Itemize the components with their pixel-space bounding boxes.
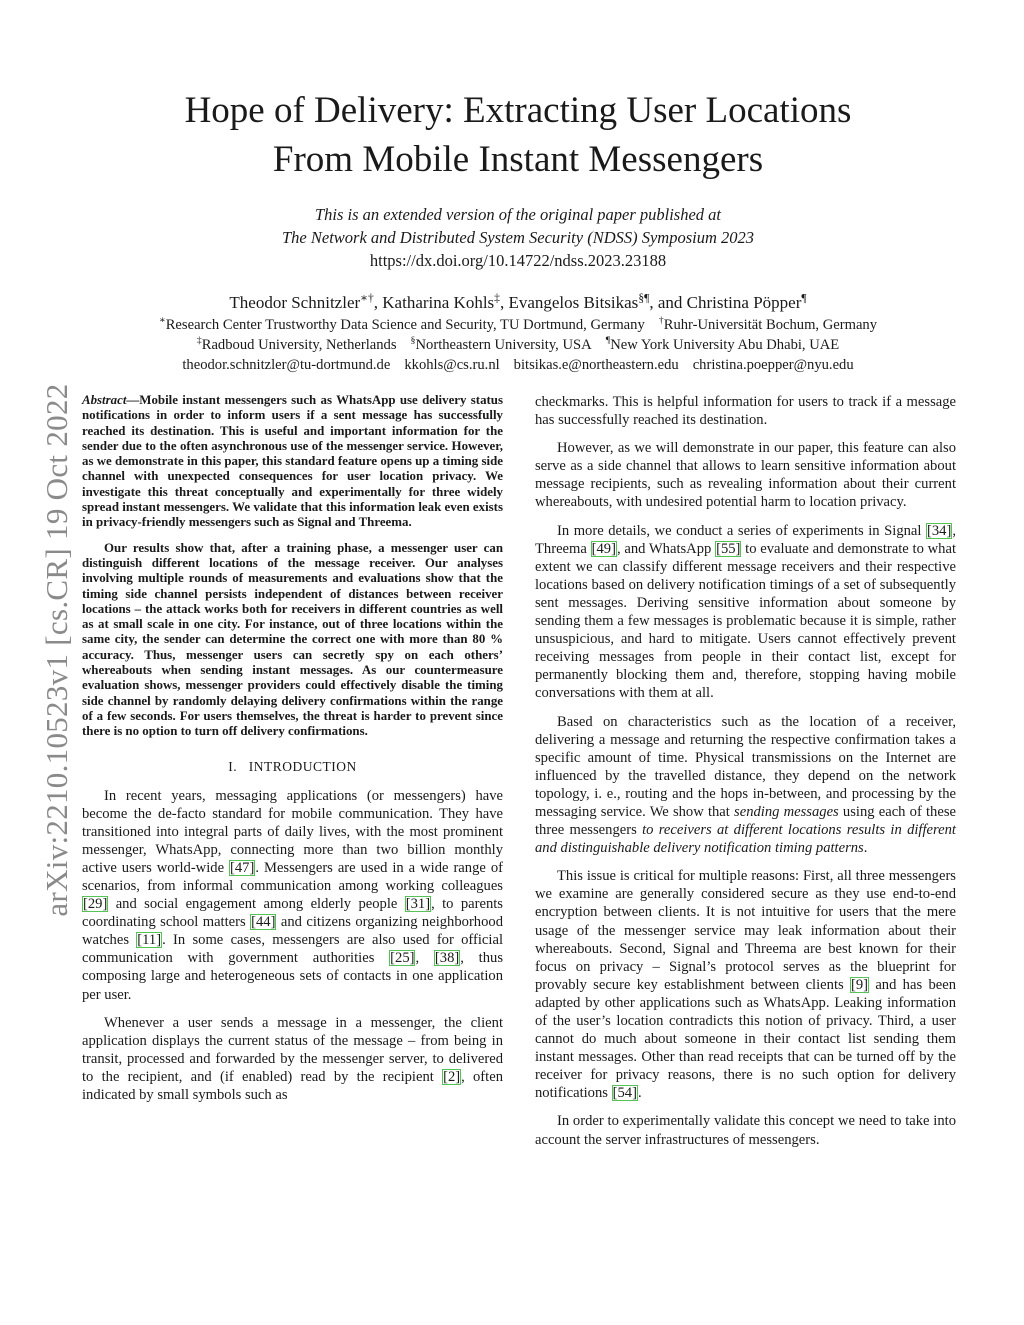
text-run: , xyxy=(415,950,434,967)
email-address[interactable]: theodor.schnitzler@tu-dortmund.de xyxy=(182,357,391,373)
version-note-line-1: This is an extended version of the original paper published at xyxy=(314,205,722,224)
doi-link[interactable]: https://dx.doi.org/10.14722/ndss.2023.23188 xyxy=(369,251,667,270)
author-name: Theodor Schnitzler xyxy=(229,293,361,312)
text-run: , often indicated by small symbols such as xyxy=(82,1068,503,1104)
affiliation-text: Research Center Trustworthy Data Science and Security, TU Dortmund, Germany xyxy=(165,317,645,333)
intro-paragraph-2 xyxy=(82,1014,503,1104)
intro-paragraph-7: In order to experimentally validate this concept we need to take into account the server infrastructures of messengers. xyxy=(535,1113,956,1148)
affiliation-text: Radboud University, Netherlands xyxy=(201,337,397,353)
intro-paragraph-1 xyxy=(82,787,503,1004)
abstract-paragraph-2: Our results show that, after a training phase, a messenger user can distinguish different locations of the message receiver. Our analyses involving multiple rounds of measurements and evaluations show that the timing side channel persists independent of distances between receiver locations – the attack works both for receivers in different countries as well as at small scale in one city. For instance, out of three locations within the same city, the sender can determine the correct one with more than 80 % accuracy. Thus, messenger users can secretly spy on each others’ whereabouts when sending instant messages. As our countermeasure evaluation shows, messenger providers could effectively disable the timing side channel by randomly delaying delivery confirmations within the range of a few seconds. For users themselves, the threat is harder to prevent since there is no option to turn off delivery confirmations. xyxy=(82,540,503,739)
author-mark: ∗† xyxy=(360,291,374,305)
email-line xyxy=(60,355,976,375)
section-number: I. xyxy=(228,758,238,774)
affiliation-mark: ∗ xyxy=(158,315,166,327)
abstract-paragraph-1 xyxy=(82,393,503,531)
citation-link[interactable]: [2] xyxy=(443,1068,461,1085)
text-run: . xyxy=(637,1085,642,1102)
affiliation-text: New York University Abu Dhabi, UAE xyxy=(610,337,840,353)
affiliation-mark: ¶ xyxy=(605,335,611,347)
email-address[interactable]: kkohls@cs.ru.nl xyxy=(404,357,500,373)
text-run: . In some cases, messengers are also used for official communication with government authorities xyxy=(82,932,503,967)
citation-link[interactable]: [25] xyxy=(390,950,415,967)
right-column xyxy=(535,393,956,1149)
emphasis-text: sending messages xyxy=(734,803,839,820)
arxiv-identifier-stamp[interactable]: arXiv:2210.10523v1 [cs.CR] 19 Oct 2022 xyxy=(39,383,74,917)
citation-link[interactable]: [54] xyxy=(612,1085,637,1102)
text-run: . xyxy=(863,840,868,857)
author-mark: ‡ xyxy=(494,291,500,305)
affiliation-text: Northeastern University, USA xyxy=(415,337,592,353)
email-address[interactable]: christina.poepper@nyu.edu xyxy=(692,357,854,373)
section-title-rest: NTRODUCTION xyxy=(253,758,357,774)
citation-link[interactable]: [34] xyxy=(927,522,952,539)
intro-paragraph-2-continued: checkmarks. This is helpful information for users to track if a message has successfully reached its destination. xyxy=(535,394,956,429)
emphasis-text: to receivers at different locations results in different and distinguishable delivery notification timing patterns xyxy=(535,822,956,857)
affiliation-mark: § xyxy=(410,335,416,347)
citation-link[interactable]: [44] xyxy=(251,914,276,931)
text-run: In more details, we conduct a series of experiments in Signal xyxy=(557,522,927,539)
text-run: , Threema xyxy=(535,522,956,557)
citation-link[interactable]: [49] xyxy=(591,540,616,557)
title-line-2: From Mobile Instant Messengers xyxy=(272,139,764,180)
abstract-label: Abstract xyxy=(82,393,127,407)
text-run: and citizens organizing neighborhood watches xyxy=(82,914,503,949)
citation-link[interactable]: [11] xyxy=(137,932,162,949)
intro-paragraph-5 xyxy=(535,713,956,858)
text-run: to evaluate and demonstrate to what extent we can classify different message receivers and their respective locations based on delivery notification timings of a set of subsequently sent messages. Deriving sensitive information about someone by sending them a few messages is problematic because it is simple, rather unsuspicious, and hard to mitigate. Users cannot effectively prevent receiving messages from people in their contact list, except for permanently blocking them and, therefore, stopping having mobile conversations with them at all. xyxy=(535,540,956,702)
affiliation-mark: † xyxy=(658,315,664,327)
citation-link[interactable]: [55] xyxy=(716,540,741,557)
affiliation-line-2 xyxy=(60,335,976,355)
email-address[interactable]: bitsikas.e@northeastern.edu xyxy=(513,357,679,373)
author-mark: ¶ xyxy=(801,291,807,305)
citation-link[interactable]: [31] xyxy=(405,896,431,913)
citation-link[interactable]: [38] xyxy=(434,950,460,967)
text-run: Based on characteristics such as the location of a receiver, delivering a message and returning the respective confirmation takes a specific amount of time. Physical transmissions on the Internet are influenced by the travelled distance, they depend on the network topology, i. e., routing and the hops in-between, and processing by the messaging service. We show that xyxy=(535,713,956,820)
text-run: . Messengers are used in a wide range of scenarios, from informal communication among working colleagues xyxy=(82,859,503,894)
affiliations xyxy=(60,315,976,375)
citation-link[interactable]: [9] xyxy=(850,976,869,993)
left-column xyxy=(82,393,503,1104)
intro-paragraph-4 xyxy=(535,522,956,703)
author-name: , Katharina Kohls xyxy=(373,293,495,312)
text-run: and social engagement among elderly people xyxy=(108,896,405,913)
text-run: This issue is critical for multiple reasons: First, all three messengers we examine are generally considered secure as they use end-to-end encryption between clients. It is not intuitive for users that the mere usage of the messenger service may leak information about their whereabouts. Second, Signal and Threema are best known for their focus on privacy – Signal’s protocol serves as the blueprint for provably secure key establishment between clients xyxy=(535,868,956,993)
title-line-1: Hope of Delivery: Extracting User Locations xyxy=(184,90,852,131)
text-run: , to parents coordinating school matters xyxy=(82,896,503,931)
section-heading-introduction xyxy=(82,759,503,775)
citation-link[interactable]: [47] xyxy=(230,859,255,876)
author-mark: §¶ xyxy=(638,291,650,305)
version-note-line-2: The Network and Distributed System Security (NDSS) Symposium 2023 xyxy=(281,228,755,247)
author-name: , Evangelos Bitsikas xyxy=(499,293,639,312)
text-run: and has been adapted by other applications such as WhatsApp. Leaking information of the user’s location contradicts this notion of privacy. Third, a user cannot do much about someone in their contact list sending them instant messages. Other than read receipts that can be turned off by the receiver for privacy reasons, there is no such option for delivery notifications xyxy=(535,976,956,1102)
intro-paragraph-3: However, as we will demonstrate in our paper, this feature can also serve as a side channel that allows to learn sensitive information about message recipients, such as revealing information about their current whereabouts, with undesired potential harm to location privacy. xyxy=(535,440,956,511)
text-run: In recent years, messaging applications (or messengers) have become the de-facto standard for mobile communication. They have transitioned into integral parts of daily lives, with the most prominent messenger, WhatsApp, connecting more than two billion monthly active users world-wide xyxy=(82,787,503,876)
section-title-initial: I xyxy=(248,758,254,774)
citation-link[interactable]: [29] xyxy=(83,896,108,913)
text-run: , thus composing large and heterogeneous sets of contacts in one application per user. xyxy=(82,950,504,1003)
abstract-text: —Mobile instant messengers such as WhatsApp use delivery status notifications in order to inform users if a sent message has successfully reached its destination. This is useful and important information for the sender due to the often asynchronous use of the messenger service. However, as we demonstrate in this paper, this standard feature opens up a timing side channel with unexpected consequences for user location privacy. We investigate this threat conceptually and experimentally for three widely spread instant messengers. We validate that this information leak even exists in privacy-friendly messengers such as Signal and Threema. xyxy=(82,393,503,530)
affiliation-line-1 xyxy=(60,315,976,335)
text-run: using each of these three messengers xyxy=(535,803,956,839)
version-note xyxy=(80,203,956,272)
affiliation-text: Ruhr-Universität Bochum, Germany xyxy=(663,317,878,333)
text-run: , and WhatsApp xyxy=(616,540,716,557)
author-list xyxy=(80,292,956,314)
paper-title xyxy=(80,86,956,184)
author-name: , and Christina Pöpper xyxy=(649,293,802,312)
affiliation-mark: ‡ xyxy=(196,335,202,347)
text-run: Whenever a user sends a message in a messenger, the client application displays the current status of the message – from being in transit, processed and forwarded by the messenger server, to delivered to the recipient, and (if enabled) read by the recipient xyxy=(82,1014,503,1085)
intro-paragraph-6 xyxy=(535,867,956,1102)
